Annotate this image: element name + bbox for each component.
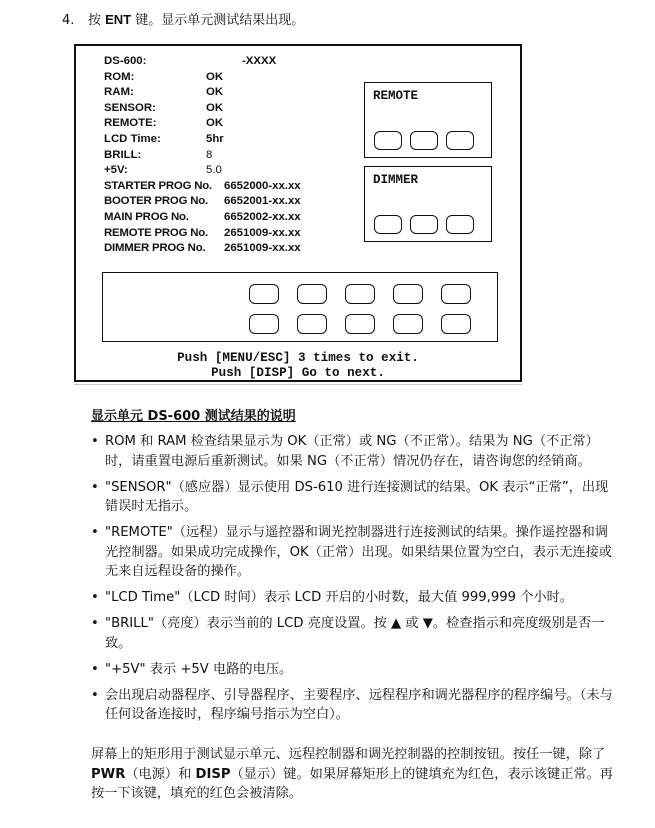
result-label: BRILL: bbox=[104, 148, 142, 161]
program-number: 6652002-xx.xx bbox=[224, 210, 301, 223]
explanation-list bbox=[91, 432, 619, 731]
display-key-5[interactable] bbox=[441, 284, 471, 304]
remote-panel-title: REMOTE bbox=[373, 89, 419, 103]
program-number: 6652000-xx.xx bbox=[224, 179, 301, 192]
test-result-screen bbox=[74, 44, 522, 382]
program-label: DIMMER PROG No. bbox=[104, 242, 206, 255]
display-key-8[interactable] bbox=[345, 314, 375, 334]
result-value: 8 bbox=[206, 148, 213, 161]
result-value: OK bbox=[206, 86, 224, 99]
screen-shadow-line bbox=[74, 384, 522, 385]
result-label: RAM: bbox=[104, 86, 134, 99]
program-number: 6652001-xx.xx bbox=[224, 195, 301, 208]
result-label: ROM: bbox=[104, 70, 135, 83]
display-key-9[interactable] bbox=[393, 314, 423, 334]
result-label: REMOTE: bbox=[104, 117, 157, 130]
list-item: • "LCD Time"（LCD 时间）表示 LCD 开启的小时数，最大值 999,999 个小时。 bbox=[91, 588, 619, 608]
pwr-key-name: PWR bbox=[91, 766, 126, 782]
result-value: OK bbox=[206, 101, 224, 114]
closing-part-3: （显示）键。如果屏幕矩形上的键填充为红色，表示该键正常。再按一下该键，填充的红色会被清除。 bbox=[91, 766, 613, 802]
display-key-2[interactable] bbox=[297, 284, 327, 304]
list-item: • "+5V" 表示 +5V 电路的电压。 bbox=[91, 660, 619, 680]
display-key-10[interactable] bbox=[441, 314, 471, 334]
result-value: OK bbox=[206, 117, 224, 130]
result-value: 5.0 bbox=[206, 164, 222, 177]
display-keys-panel bbox=[102, 272, 498, 342]
dimmer-key-1[interactable] bbox=[374, 215, 402, 234]
remote-panel bbox=[364, 82, 492, 158]
dimmer-key-3[interactable] bbox=[446, 215, 474, 234]
next-instruction: Push [DISP] Go to next. bbox=[211, 366, 385, 380]
closing-part-1: 屏幕上的矩形用于测试显示单元、远程控制器和调光控制器的控制按钮。按任一键，除了 bbox=[91, 747, 606, 762]
display-key-1[interactable] bbox=[249, 284, 279, 304]
remote-key-1[interactable] bbox=[374, 131, 402, 150]
step-prefix: 按 bbox=[88, 13, 106, 28]
program-number: 2651009-xx.xx bbox=[224, 242, 301, 255]
step-key: ENT bbox=[105, 12, 132, 27]
result-value: OK bbox=[206, 70, 224, 83]
model-value: -XXXX bbox=[242, 55, 277, 67]
list-item: • "BRILL"（亮度）表示当前的 LCD 亮度设置。按 ▲ 或 ▼。检查指示和亮度级别是否一致。 bbox=[91, 614, 619, 653]
list-item: • 会出现启动器程序、引导器程序、主要程序、远程程序和调光器程序的程序编号。（未与任何设备连接时，程序编号指示为空白）。 bbox=[91, 686, 619, 725]
result-label: SENSOR: bbox=[104, 101, 156, 114]
dimmer-panel bbox=[364, 166, 492, 242]
list-item: • "SENSOR"（感应器）显示使用 DS-610 进行连接测试的结果。OK 表示“正常”，出现错误时无指示。 bbox=[91, 478, 619, 517]
dimmer-panel-title: DIMMER bbox=[373, 173, 419, 187]
section-title: 显示单元 DS-600 测试结果的说明 bbox=[91, 409, 296, 424]
program-label: REMOTE PROG No. bbox=[104, 226, 208, 239]
closing-paragraph bbox=[91, 745, 619, 804]
remote-key-3[interactable] bbox=[446, 131, 474, 150]
step-suffix: 键。显示单元测试结果出现。 bbox=[131, 13, 305, 28]
program-number: 2651009-xx.xx bbox=[224, 226, 301, 239]
display-key-4[interactable] bbox=[393, 284, 423, 304]
list-item: • "REMOTE"（远程）显示与遥控器和调光控制器进行连接测试的结果。操作遥控器和调光控制器。如果成功完成操作，OK（正常）出现。如果结果位置为空白，表示无连接或无来自远程设备的操作。 bbox=[91, 523, 619, 582]
result-label: +5V: bbox=[104, 164, 128, 177]
display-key-3[interactable] bbox=[345, 284, 375, 304]
step-number: 4. bbox=[62, 13, 75, 28]
dimmer-key-2[interactable] bbox=[410, 215, 438, 234]
exit-instruction: Push [MENU/ESC] 3 times to exit. bbox=[177, 351, 419, 365]
list-item: • ROM 和 RAM 检查结果显示为 OK（正常）或 NG（不正常）。结果为 NG（不正常）时，请重置电源后重新测试。如果 NG（不正常）情况仍存在，请咨询您的经销商。 bbox=[91, 432, 619, 471]
closing-part-2: （电源）和 bbox=[125, 766, 196, 782]
program-label: BOOTER PROG No. bbox=[104, 195, 208, 208]
result-value: 5hr bbox=[206, 132, 224, 145]
display-key-6[interactable] bbox=[249, 314, 279, 334]
display-key-7[interactable] bbox=[297, 314, 327, 334]
disp-key-name: DISP bbox=[195, 766, 231, 782]
result-label: LCD Time: bbox=[104, 132, 161, 145]
remote-key-2[interactable] bbox=[410, 131, 438, 150]
program-label: STARTER PROG No. bbox=[104, 179, 212, 192]
program-label: MAIN PROG No. bbox=[104, 210, 189, 223]
step-instruction bbox=[62, 9, 304, 28]
model-label: DS-600: bbox=[104, 55, 147, 67]
